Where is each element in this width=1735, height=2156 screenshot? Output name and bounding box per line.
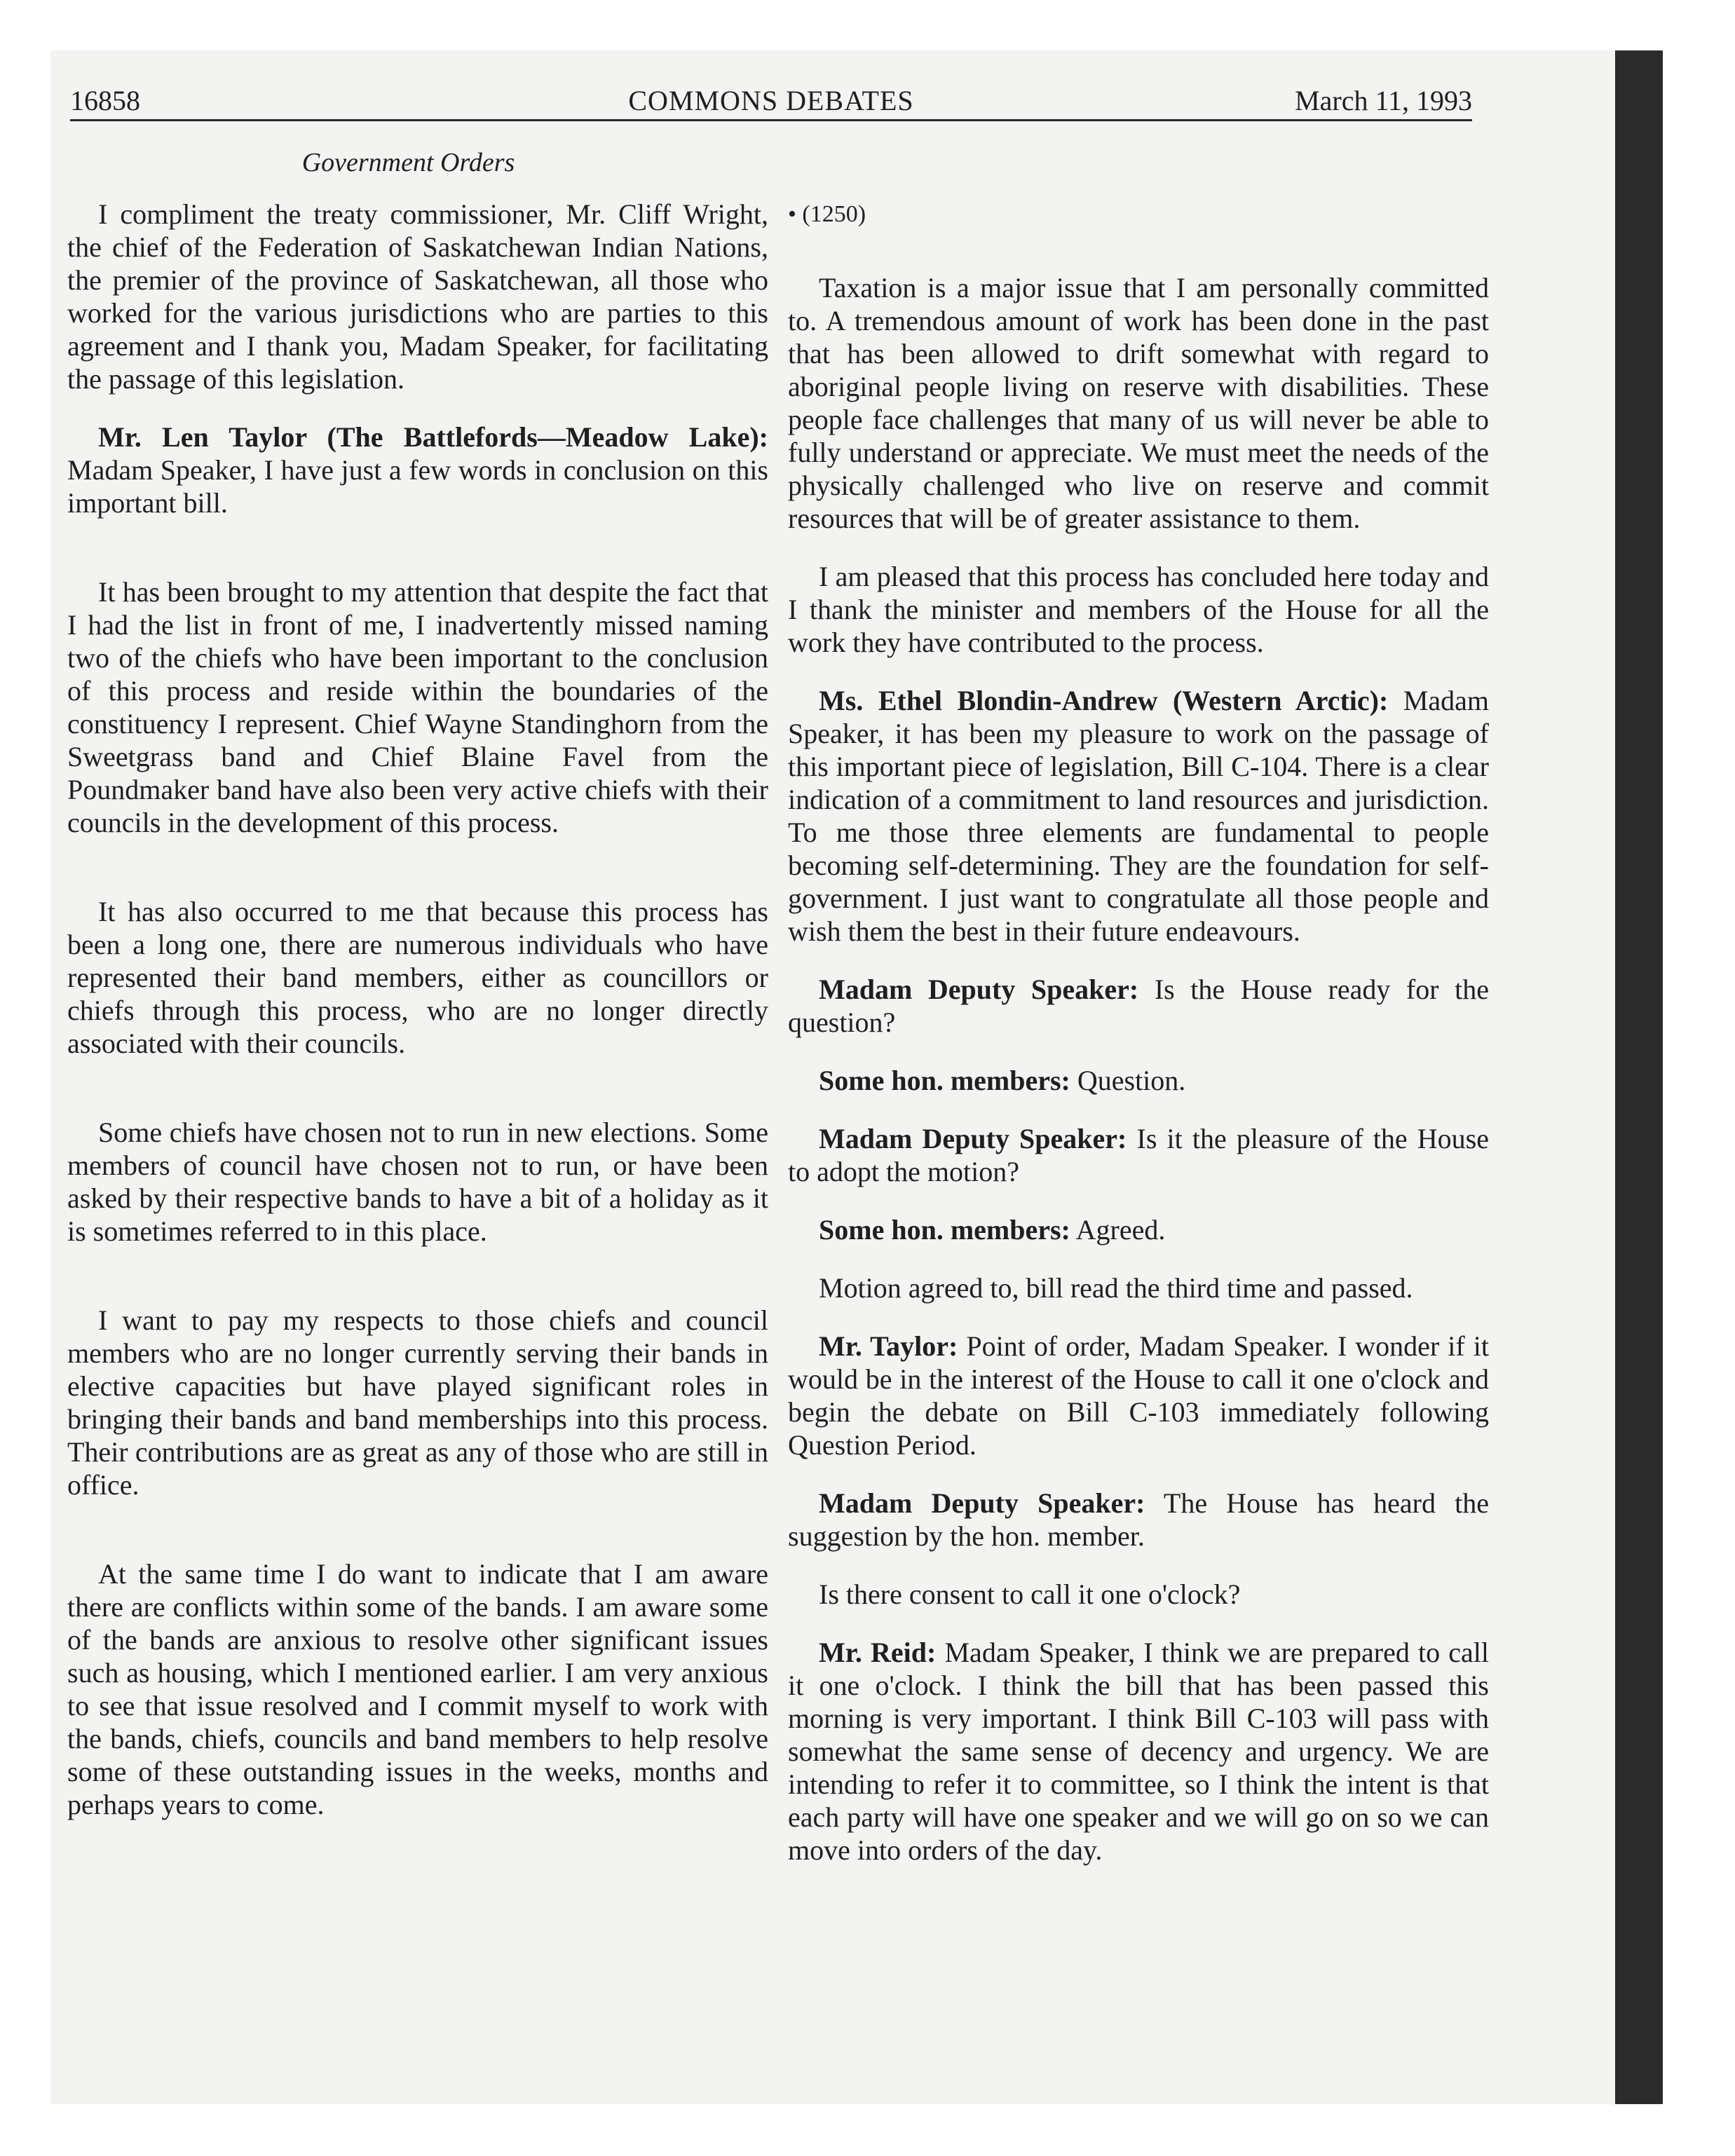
paragraph: Taxation is a major issue that I am personally committed to. A tremendous amount of work has been done in the past that has been allowed to drift somewhat with regard to aboriginal people living on reserve with disabilities. These people face challenges that many of us will never be able to fully understand or appreciate. We must meet the needs of the physically challenged who live on reserve and commit resources that will be of greater assistance to them. — [788, 272, 1489, 534]
speech-paragraph — [788, 1122, 1489, 1188]
speech-text: Question. — [1070, 1065, 1186, 1096]
speaker-name: Madam Deputy Speaker: — [819, 1123, 1127, 1154]
paragraph: I compliment the treaty commissioner, Mr. Cliff Wright, the chief of the Federation of Saskatchewan Indian Nations, the premier of the province of Saskatchewan, all those who worked for the various jurisdictions who are parties to this agreement and I thank you, Madam Speaker, for facilitating the passage of this legislation. — [67, 198, 768, 395]
speech-paragraph — [788, 1213, 1489, 1246]
timestamp: • (1250) — [788, 201, 866, 227]
speaker-name: Mr. Len Taylor (The Battlefords—Meadow Lake): — [98, 421, 768, 453]
paragraph: At the same time I do want to indicate that I am aware there are conflicts within some of the bands. I am aware some of the bands are anxious to resolve other significant issues such as housing, which I mentioned earlier. I am very anxious to see that issue resolved and I commit myself to work with the bands, chiefs, councils and band members to help resolve some of these outstanding issues in the weeks, months and perhaps years to come. — [67, 1558, 768, 1820]
speech-text: Is the House ready for the question? — [788, 974, 1490, 1038]
speech-paragraph — [788, 1636, 1489, 1867]
speech-paragraph — [788, 1487, 1489, 1553]
speaker-name: Mr. Taylor: — [819, 1330, 958, 1362]
left-column — [67, 198, 768, 1846]
speech-text: Madam Speaker, I think we are prepared to call it one o'clock. I think the bill that has been passed this morning is very important. I think Bill C-103 will pass with somewhat the same sense of decency and urgency. We are intending to refer it to committee, so I think the intent is that each party will have one speaker and we will go on so we can move into orders of the day. — [788, 1637, 1489, 1866]
speech-paragraph — [788, 1064, 1489, 1097]
speaker-name: Ms. Ethel Blondin-Andrew (Western Arctic): — [819, 685, 1389, 716]
speaker-name: Some hon. members: — [819, 1065, 1070, 1096]
page-number: 16858 — [70, 85, 140, 116]
paragraph: It has also occurred to me that because this process has been a long one, there are numerous individuals who have represented their band members, either as councillors or chiefs through this process, who are no longer directly associated with their councils. — [67, 896, 768, 1059]
section-title: Government Orders — [301, 148, 515, 177]
speaker-name: Madam Deputy Speaker: — [819, 974, 1139, 1005]
right-column — [788, 198, 1489, 1892]
speech-text: Madam Speaker, I have just a few words in conclusion on this important bill. — [67, 454, 768, 519]
speech-text: Madam Speaker, it has been my pleasure to work on the passage of this important piece of legislation, Bill C-104. There is a clear indication of a commitment to land resources and jurisdiction. To me those three elements are fundamental to people becoming self-determining. They are the foundation for self-government. I just want to congratulate all those people and wish them the best in their future endeavours. — [788, 685, 1490, 947]
speech-paragraph — [788, 1330, 1489, 1461]
speech-text: Is it the pleasure of the House to adopt the motion? — [788, 1123, 1489, 1187]
paragraph: Is there consent to call it one o'clock? — [819, 1578, 1241, 1610]
paragraph: It has been brought to my attention that despite the fact that I had the list in front of me, I inadvertently missed naming two of the chiefs who have been important to the conclusion of this process and reside within the boundaries of the constituency I represent. Chief Wayne Standinghorn from the Sweetgrass band and Chief Blaine Favel from the Poundmaker band have also been very active chiefs with their councils in the development of this process. — [67, 576, 768, 838]
speech-text: Agreed. — [1070, 1214, 1166, 1246]
speaker-name: Mr. Reid: — [819, 1637, 937, 1668]
speaker-name: Some hon. members: — [819, 1214, 1070, 1246]
speaker-name: Madam Deputy Speaker: — [819, 1487, 1145, 1519]
paragraph: I want to pay my respects to those chiefs and council members who are no longer currently serving their bands in elective capacities but have played significant roles in bringing their bands and band memberships into this process. Their contributions are as great as any of those who are still in office. — [67, 1304, 768, 1501]
paragraph: Some chiefs have chosen not to run in new elections. Some members of council have chosen not to run, or have been asked by their respective bands to have a bit of a holiday as it is sometimes referred to in this place. — [67, 1117, 768, 1247]
speech-paragraph — [788, 684, 1489, 948]
page-binding-edge — [1615, 50, 1663, 2104]
speech-paragraph — [788, 973, 1489, 1039]
page-date: March 11, 1993 — [1295, 85, 1472, 116]
speech-text: Point of order, Madam Speaker. I wonder if it would be in the interest of the House to call it one o'clock and begin the debate on Bill C-103 immediately following Question Period. — [788, 1330, 1489, 1461]
speech-paragraph — [67, 421, 768, 519]
page-header — [70, 77, 1472, 121]
publication-title: COMMONS DEBATES — [628, 85, 914, 116]
paragraph: Motion agreed to, bill read the third time and passed. — [819, 1272, 1413, 1304]
speech-text: The House has heard the suggestion by the hon. member. — [788, 1487, 1490, 1552]
paragraph: I am pleased that this process has concluded here today and I thank the minister and members of the House for all the work they have contributed to the process. — [788, 561, 1489, 658]
